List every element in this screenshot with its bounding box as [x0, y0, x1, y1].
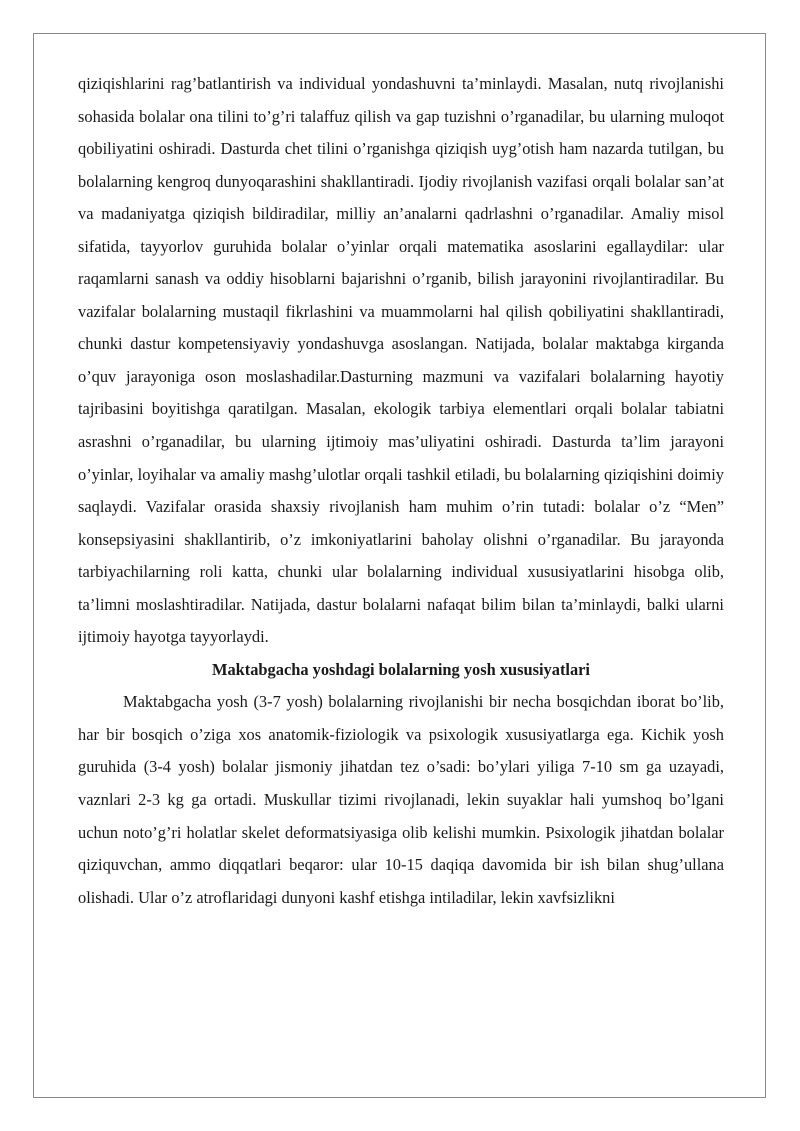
- body-paragraph: Maktabgacha yosh (3-7 yosh) bolalarning rivojlanishi bir necha bosqichdan iborat bo’lib, har bir bosqich o’ziga xos anatomik-fiziologik va psixologik xususiyatlarga ega. Kichik yosh guruhida (3-4 yosh) bolalar jismoniy jihatdan tez o’sadi: bo’ylari yiliga 7-10 sm ga uzayadi, vaznlari 2-3 kg ga ortadi. Muskullar tizimi rivojlanadi, lekin suyaklar hali yumshoq bo’lgani uchun noto’g’ri holatlar skelet deformatsiyasiga olib kelishi mumkin. Psixologik jihatdan bolalar qiziquvchan, ammo diqqatlari beqaror: ular 10-15 daqiqa davomida bir ish bilan shug’ullana olishadi. Ular o’z atroflaridagi dunyoni kashf etishga intiladilar, lekin xavfsizlikni: [78, 692, 724, 907]
- body-paragraph: qiziqishlarini rag’batlantirish va individual yondashuvni ta’minlaydi. Masalan, nutq rivojlanishi sohasida bolalar ona tilini to’g’ri talaffuz qilish va gap tuzishni o’rganadilar, bu ularning muloqot qobiliyatini oshiradi. Dasturda chet tilini o’rganishga qiziqish uyg’otish ham nazarda tutilgan, bu bolalarning kengroq dunyoqarashini shakllantiradi. Ijodiy rivojlanish vazifasi orqali bolalar san’at va madaniyatga qiziqish bildiradilar, milliy an’analarni qadrlashni o’rganadilar. Amaliy misol sifatida, tayyorlov guruhida bolalar o’yinlar orqali matematika asoslarini egallaydilar: ular raqamlarni sanash va oddiy hisoblarni bajarishni o’rganib, bilish jarayonini rivojlantiradilar. Bu vazifalar bolalarning mustaqil fikrlashini va muammolarni hal qilish qobiliyatini shakllantiradi, chunki dastur kompetensiyaviy yondashuvga asoslangan. Natijada, bolalar maktabga kirganda o’quv jarayoniga oson moslashadilar.Dasturning mazmuni va vazifalari bolalarning hayotiy tajribasini boyitishga qaratilgan. Masalan, ekologik tarbiya elementlari orqali bolalar tabiatni asrashni o’rganadilar, bu ularning ijtimoiy mas’uliyatini oshiradi. Dasturda ta’lim jarayoni o’yinlar, loyihalar va amaliy mashg’ulotlar orqali tashkil etiladi, bu bolalarning qiziqishini doimiy saqlaydi. Vazifalar orasida shaxsiy rivojlanish ham muhim o’rin tutadi: bolalar o’z “Men” konsepsiyasini shakllantirib, o’z imkoniyatlarini baholay olishni o’rganadilar. Bu jarayonda tarbiyachilarning roli katta, chunki ular bolalarning individual xususiyatlarini hisobga olib, ta’limni moslashtiradilar. Natijada, dastur bolalarni nafaqat bilim bilan ta’minlaydi, balki ularni ijtimoiy hayotga tayyorlaydi.: [78, 74, 724, 647]
- document-body: [78, 68, 724, 914]
- section-heading: Maktabgacha yoshdagi bolalarning yosh xususiyatlari: [212, 659, 590, 679]
